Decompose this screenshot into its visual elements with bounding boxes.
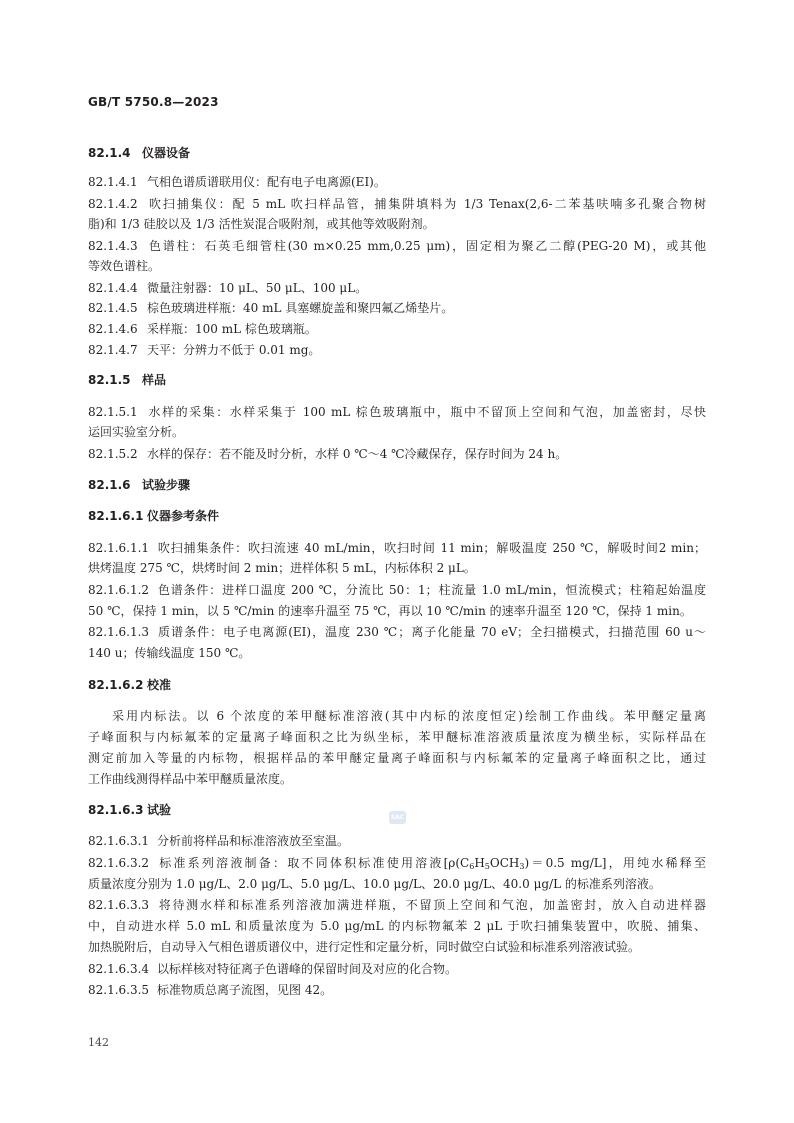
clause-82-1-6-1-3-line1	[88, 624, 706, 640]
clause-number: 82.1.6.3.3	[88, 898, 150, 912]
clause-text: 微量注射器：10 μL、50 μL、100 μL。	[147, 281, 368, 295]
clause-number: 82.1.4.5	[88, 301, 138, 315]
clause-number: 82.1.6.1.1	[88, 541, 150, 555]
clause-number: 82.1.5.1	[88, 405, 138, 419]
section-number: 82.1.6	[88, 478, 131, 492]
clause-82-1-6-1-2-line1	[88, 582, 706, 598]
clause-number: 82.1.6.3.5	[88, 983, 150, 997]
formula-part: )＝0.5 mg/L]，用纯水稀释至	[524, 856, 706, 870]
clause-82-1-6-1-2-line2: 50 ℃，保持 1 min，以 5 ℃/min 的速率升温至 75 ℃，再以 10 ℃/min 的速率升温至 120 ℃，保持 1 min。	[88, 604, 692, 618]
section-number: 82.1.6.1	[88, 509, 144, 523]
clause-number: 82.1.4.3	[88, 239, 138, 253]
clause-text: 以标样核对特征离子色谱峰的保留时间及对应的化合物。	[157, 962, 458, 976]
section-title: 仪器参考条件	[147, 509, 220, 523]
clause-number: 82.1.6.1.3	[88, 625, 150, 639]
section-title: 试验	[147, 803, 172, 817]
clause-82-1-6-1-1-line1	[88, 540, 706, 556]
clause-82-1-4-2-line1	[88, 196, 706, 212]
clause-82-1-6-3-1	[88, 833, 706, 849]
clause-82-1-5-1-line2: 运回实验室分析。	[88, 425, 185, 439]
section-title: 试验步骤	[142, 478, 191, 492]
section-title: 校准	[147, 678, 172, 692]
clause-text: 天平：分辨力不低于 0.01 mg。	[147, 343, 321, 357]
clause-text	[157, 856, 706, 870]
section-heading-instrument-conditions	[88, 508, 706, 524]
clause-text: 质谱条件：电子电离源(EI)，温度 230 ℃；离子化能量 70 eV；全扫描模式，扫描范围 60 u～	[157, 625, 706, 639]
clause-82-1-4-6	[88, 321, 706, 337]
clause-82-1-6-3-3-line1	[88, 897, 706, 913]
section-heading-instruments	[88, 145, 706, 161]
clause-number: 82.1.5.2	[88, 447, 138, 461]
section-heading-samples	[88, 372, 706, 388]
section-heading-calibration	[88, 677, 706, 693]
section-number: 82.1.5	[88, 373, 131, 387]
clause-82-1-5-2	[88, 446, 706, 462]
clause-82-1-6-3-5	[88, 982, 706, 998]
clause-text: 色谱柱：石英毛细管柱(30 m×0.25 mm,0.25 μm)，固定相为聚乙二醇(PEG-20 M)，或其他	[147, 239, 706, 253]
clause-number: 82.1.6.3.2	[88, 856, 150, 870]
clause-82-1-4-1	[88, 174, 706, 190]
section-title: 样品	[142, 373, 167, 387]
subscript: 3	[519, 862, 525, 871]
clause-text: 色谱条件：进样口温度 200 ℃，分流比 50：1；柱流量 1.0 mL/min，恒流模式；柱箱起始温度	[157, 583, 706, 597]
clause-82-1-4-7	[88, 342, 706, 358]
clause-82-1-4-3-line2: 等效色谱柱。	[88, 259, 161, 273]
clause-text: 采样瓶：100 mL 棕色玻璃瓶。	[147, 322, 317, 336]
clause-82-1-6-3-4	[88, 961, 706, 977]
clause-82-1-4-2-line2: 脂)和 1/3 硅胶以及 1/3 活性炭混合吸附剂，或其他等效吸附剂。	[88, 217, 435, 231]
subscript: 6	[469, 862, 475, 871]
section-number: 82.1.6.3	[88, 803, 144, 817]
section-number: 82.1.6.2	[88, 678, 144, 692]
clause-82-1-4-5	[88, 300, 706, 316]
clause-82-1-6-3-2-line2: 质量浓度分别为 1.0 μg/L、2.0 μg/L、5.0 μg/L、10.0 μg/L、20.0 μg/L、40.0 μg/L 的标准系列溶液。	[88, 877, 661, 891]
clause-number: 82.1.4.6	[88, 322, 138, 336]
clause-text: 分析前将样品和标准溶液放至室温。	[157, 834, 350, 848]
clause-82-1-4-3-line1	[88, 238, 706, 254]
clause-text: 水样的采集：水样采集于 100 mL 棕色玻璃瓶中，瓶中不留顶上空间和气泡，加盖密封，尽快	[147, 405, 706, 419]
section-number: 82.1.4	[88, 146, 131, 160]
clause-text: 水样的保存：若不能及时分析，水样 0 ℃～4 ℃冷藏保存，保存时间为 24 h。	[147, 447, 568, 461]
clause-82-1-6-3-3-line3: 加热脱附后，自动导入气相色谱质谱仪中，进行定性和定量分析，同时做空白试验和标准系列溶液试验。	[88, 940, 641, 954]
clause-82-1-6-3-3-line2: 中，自动进水样 5.0 mL 和质量浓度为 5.0 μg/mL 的内标物氟苯 2 μL 于吹扫捕集装置中，吹脱、捕集、	[88, 919, 706, 933]
calibration-paragraph-line2: 子峰面积与内标氟苯的定量离子峰面积之比为纵坐标，苯甲醚标准溶液质量浓度为横坐标，实际样品在	[88, 730, 706, 744]
clause-text: 吹扫捕集仪：配 5 mL 吹扫样品管，捕集阱填料为 1/3 Tenax(2,6-二苯基呋喃多孔聚合物树	[147, 197, 706, 211]
page-number: 142	[88, 1036, 109, 1049]
clause-number: 82.1.4.1	[88, 175, 138, 189]
watermark-logo: SAC	[389, 811, 406, 824]
calibration-paragraph-line1: 采用内标法。以 6 个浓度的苯甲醚标准溶液(其中内标的浓度恒定)绘制工作曲线。苯甲醚定量离	[112, 709, 706, 723]
section-heading-procedure	[88, 477, 706, 493]
clause-82-1-5-1-line1	[88, 404, 706, 420]
calibration-paragraph-line4: 工作曲线测得样品中苯甲醚质量浓度。	[88, 772, 293, 786]
clause-number: 82.1.4.2	[88, 197, 138, 211]
clause-number: 82.1.6.3.4	[88, 962, 150, 976]
clause-82-1-4-4	[88, 280, 706, 296]
clause-82-1-6-1-1-line2: 烘烤温度 275 ℃，烘烤时间 2 min；进样体积 5 mL，内标体积 2 μL。	[88, 561, 476, 575]
clause-text: 标准物质总离子流图，见图 42。	[157, 983, 333, 997]
clause-text: 将待测水样和标准系列溶液加满进样瓶，不留顶上空间和气泡，加盖密封，放入自动进样器	[157, 898, 706, 912]
subscript: 5	[484, 862, 490, 871]
clause-82-1-6-3-2-line1	[88, 855, 706, 871]
clause-text: 气相色谱质谱联用仪：配有电子电离源(EI)。	[147, 175, 386, 189]
clause-number: 82.1.6.1.2	[88, 583, 150, 597]
formula-part: OCH	[489, 856, 520, 870]
formula-part: 标准系列溶液制备：取不同体积标准使用溶液[ρ(C	[157, 856, 470, 870]
clause-number: 82.1.6.3.1	[88, 834, 150, 848]
clause-number: 82.1.4.7	[88, 343, 138, 357]
standard-number-header: GB/T 5750.8—2023	[88, 95, 219, 109]
clause-82-1-6-1-3-line2: 140 u；传输线温度 150 ℃。	[88, 646, 251, 660]
clause-text: 棕色玻璃进样瓶：40 mL 具塞螺旋盖和聚四氟乙烯垫片。	[147, 301, 454, 315]
clause-number: 82.1.4.4	[88, 281, 138, 295]
section-title: 仪器设备	[142, 146, 191, 160]
formula-part: H	[474, 856, 485, 870]
calibration-paragraph-line3: 测定前加入等量的内标物，根据样品的苯甲醚定量离子峰面积与内标氟苯的定量离子峰面积之比，通过	[88, 751, 706, 765]
clause-text: 吹扫捕集条件：吹扫流速 40 mL/min，吹扫时间 11 min；解吸温度 250 ℃，解吸时间2 min；	[157, 541, 706, 555]
